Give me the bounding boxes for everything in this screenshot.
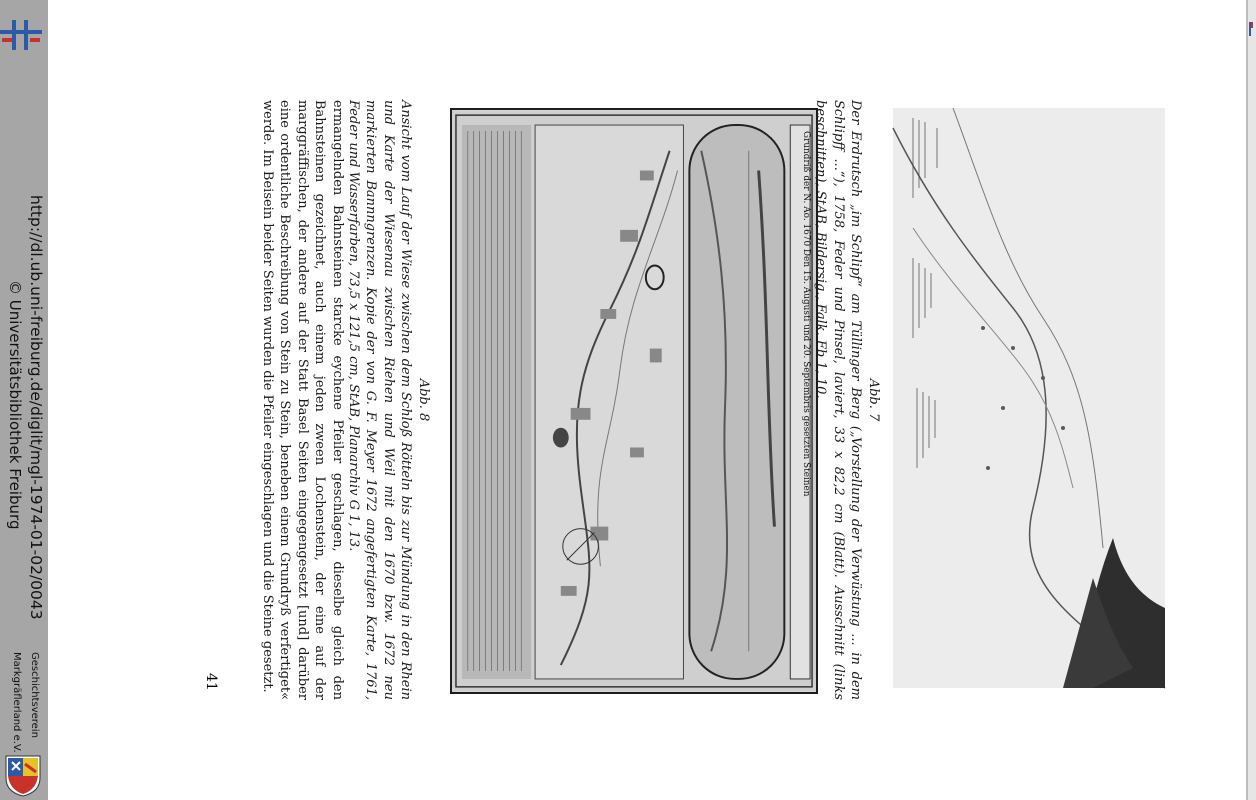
figure-8-caption: Ansicht vom Lauf der Wiese zwischen dem Schloß Rötteln bis zur Mündung in den Rhein und Karte der Wiesenau zwischen Riehen und Weil mit den 1670 bzw. 1672 neu markierten Bannngrenzen. Kopie der von G. F. Meyer 1672 angefertigten Karte, 1761, Feder und Wasserfarben, 73,5 x 121,5 cm, StAB, Planarchiv G 1, 13. [346,100,414,700]
copyright-notice: © Universitätsbibliothek Freiburg [6,280,24,530]
page-edge-marker-icon [1248,22,1254,36]
figure-8-caption-text [345,100,433,700]
body-text-block [226,100,346,700]
viewer-sidebar [0,0,48,800]
figure-7-caption-text [812,100,882,700]
figure-7-caption-block [813,100,882,700]
page-number-text: 41 [203,673,219,691]
figure-8-map-title: Grundriß der N. Ao. 1670 Den 15. Augusti und 20. Septembris gesetzten Steinen [801,130,812,497]
right-page-edge [1246,0,1256,800]
figure-8-map-image [450,108,818,694]
society-name [0,640,48,753]
figure-7-drawing-image [893,108,1165,688]
page-number [200,673,222,698]
figure-7-caption: Der Erdrutsch „im Schlipf“ am Tüllinger Berg („Vorstellung der Verwüstung ... in dem Schlipff ...“), 1758, Feder und Pinsel, laviert, 33 x 82,2 cm (Blatt). Ausschnitt (links beschnitten), StAB, Bildersig., Falk. Fb 1, 10. [813,100,864,700]
society-name-line1: Geschichtsverein [29,652,40,738]
figure-8-label: Abb. 8 [416,378,431,422]
figure-7-label: Abb. 7 [866,378,881,422]
body-text: ermangelnden Bahnsteinen starcke eychene Pfeiler geschlagen, dieselbe gleich den Bahnsteinen gezeichnet, auch einem jeden zween Lochenstein, der eine auf der marggräffischen, der andere auf der Statt Basel Seiten eingegengesetzt [und] darüber eine ordentliche Beschreibung von Stein zu Stein, beneben einem Grundryß verfertiget« werde. Im Beisein beider Seiten wurden die Pfeiler eingeschlagen und die Steine gesetzt. [260,100,345,700]
society-crest-icon [2,752,44,798]
document-url[interactable]: http://dl.ub.uni-freiburg.de/diglit/mgl-1974-01-02/0043 [27,195,45,620]
figure-8-caption-block [346,100,432,700]
society-name-line2: Markgräflerland e.V. [11,652,22,753]
